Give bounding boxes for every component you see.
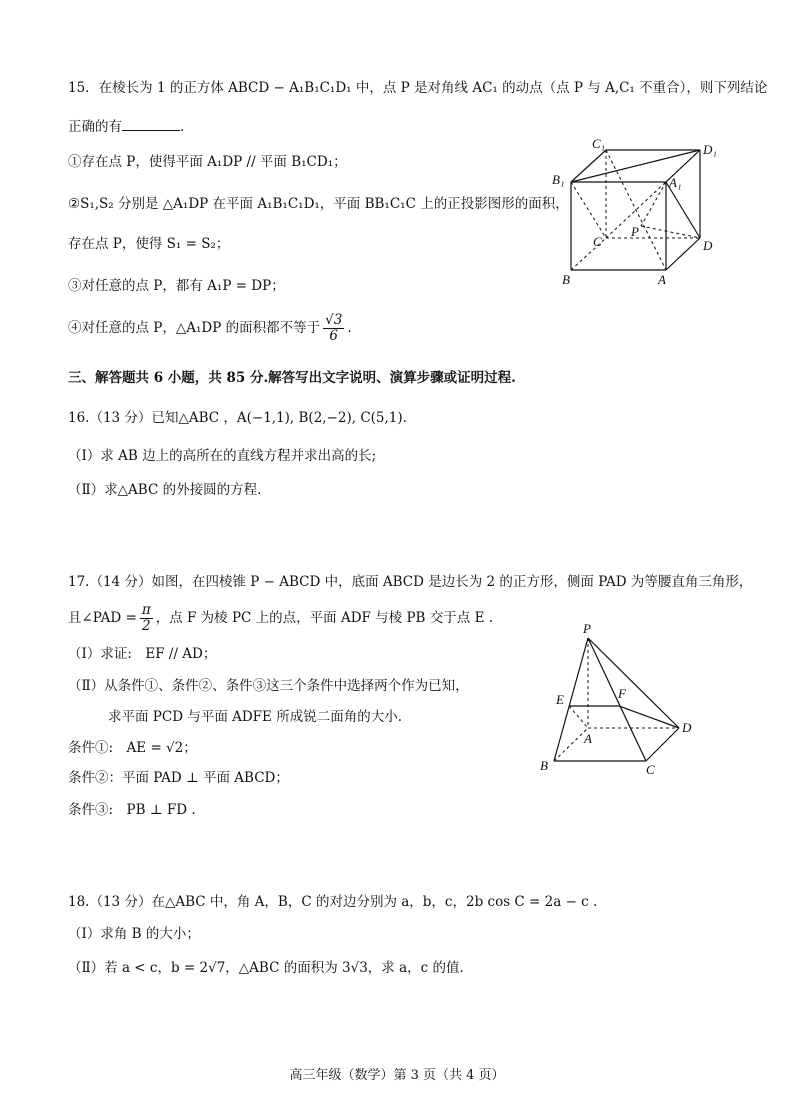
fraction-numerator: √3: [325, 312, 343, 328]
segment-cd1-hidden: [606, 150, 700, 238]
label-p: P: [631, 224, 639, 239]
segment-a1d: [666, 182, 700, 238]
edge-cd: [646, 728, 679, 761]
q18-stem: 18.（13 分）在△ABC 中，角 A，B，C 的对边分别为 a，b，c，2b cos C = 2a − c .: [68, 894, 598, 910]
q17-stem: 17.（14 分）如图，在四棱锥 P − ABCD 中，底面 ABCD 是边长为 2 的正方形，侧面 PAD 为等腰直角三角形，: [68, 574, 753, 590]
q15-stem-line2-text: 正确的有: [68, 119, 122, 135]
segment-pd-hidden: [641, 226, 700, 238]
pyramid-figure: [536, 618, 706, 778]
q15-option-2a: ②S₁,S₂ 分别是 △A₁DP 在平面 A₁B₁C₁D₁，平面 BB₁C₁C 上的正投影图形的面积，: [68, 196, 569, 212]
q18-part-1: （Ⅰ）求角 B 的大小；: [68, 926, 200, 942]
q15-option-3: ③对任意的点 P，都有 A₁P = DP；: [68, 278, 285, 294]
q15-option-4-end: .: [347, 320, 352, 336]
q15-option-1: ①存在点 P，使得平面 A₁DP // 平面 B₁CD₁；: [68, 154, 347, 170]
label-d: D: [703, 238, 713, 253]
label-a1: A₁: [669, 175, 682, 190]
cube-figure: [548, 132, 728, 292]
q17-stem-line2-end: ，点 F 为棱 PC 上的点，平面 ADF 与棱 PB 交于点 E .: [155, 610, 494, 626]
q17-part-2b: 求平面 PCD 与平面 ADFE 所成锐二面角的大小.: [108, 709, 402, 725]
q15-option-4-text: ④对任意的点 P，△A₁DP 的面积都不等于: [68, 320, 321, 336]
label-c: C: [646, 762, 655, 777]
edge-pd: [588, 638, 679, 728]
label-f: F: [618, 686, 626, 701]
label-a: A: [658, 272, 666, 287]
label-e: E: [556, 692, 564, 707]
q17-part-2a: （Ⅱ）从条件①、条件②、条件③这三个条件中选择两个作为已知，: [68, 678, 469, 694]
edge-ad: [666, 238, 700, 270]
q15-option-2b: 存在点 P，使得 S₁ = S₂；: [68, 236, 230, 252]
q15-option-4: [68, 308, 352, 348]
segment-b1c-hidden: [571, 182, 606, 238]
segment-ea-hidden: [569, 706, 588, 728]
label-d: D: [682, 720, 692, 735]
q17-stem-line2-text: 且∠PAD =: [68, 610, 137, 626]
q17-condition-1: 条件①: AE = √2；: [68, 740, 197, 756]
label-c1: C₁: [592, 136, 606, 151]
fraction-denominator: 6: [329, 328, 339, 344]
diagonal-c1a-hidden: [606, 150, 666, 270]
q16-part-1: （Ⅰ）求 AB 边上的高所在的直线方程并求出高的长;: [68, 448, 377, 464]
q15-stem-line2-end: .: [180, 119, 185, 135]
q15-stem-line2: [68, 116, 184, 137]
q17-condition-2: 条件②：平面 PAD ⊥ 平面 ABCD；: [68, 770, 289, 786]
q18-part-2: （Ⅱ）若 a < c，b = 2√7，△ABC 的面积为 3√3，求 a，c 的值.: [68, 960, 464, 976]
fraction-sqrt3-over-6: [323, 313, 344, 344]
page-footer: 高三年级（数学）第 3 页（共 4 页）: [289, 1068, 505, 1083]
q17-condition-3: 条件③: PB ⊥ FD .: [68, 802, 196, 818]
q17-part-1: （Ⅰ）求证: EF // AD；: [68, 646, 217, 662]
label-c: C: [593, 234, 602, 249]
edge-pc: [588, 638, 646, 761]
section-3-heading: 三、解答题共 6 小题，共 85 分.解答写出文字说明、演算步骤或证明过程.: [68, 370, 516, 386]
q17-stem-line2: [68, 598, 493, 638]
fraction-pi-over-2: [140, 603, 153, 634]
label-b1: B₁: [552, 172, 565, 187]
label-d1: D₁: [703, 142, 717, 157]
segment-fd: [619, 706, 679, 728]
label-a: A: [584, 731, 592, 746]
label-b: B: [540, 758, 548, 773]
q16-stem: 16.（13 分）已知△ABC ，A(−1,1), B(2,−2), C(5,1).: [68, 410, 407, 426]
fraction-numerator: π: [141, 602, 151, 618]
segment-a1p-hidden: [641, 182, 666, 226]
q16-part-2: （Ⅱ）求△ABC 的外接圆的方程.: [68, 482, 262, 498]
label-p: P: [583, 621, 591, 636]
q15-stem-line1: 15．在棱长为 1 的正方体 ABCD − A₁B₁C₁D₁ 中，点 P 是对角线 AC₁ 的动点（点 P 与 A,C₁ 不重合），则下列结论: [68, 80, 768, 96]
answer-blank: [122, 116, 180, 131]
label-b: B: [562, 272, 570, 287]
fraction-denominator: 2: [141, 618, 151, 634]
